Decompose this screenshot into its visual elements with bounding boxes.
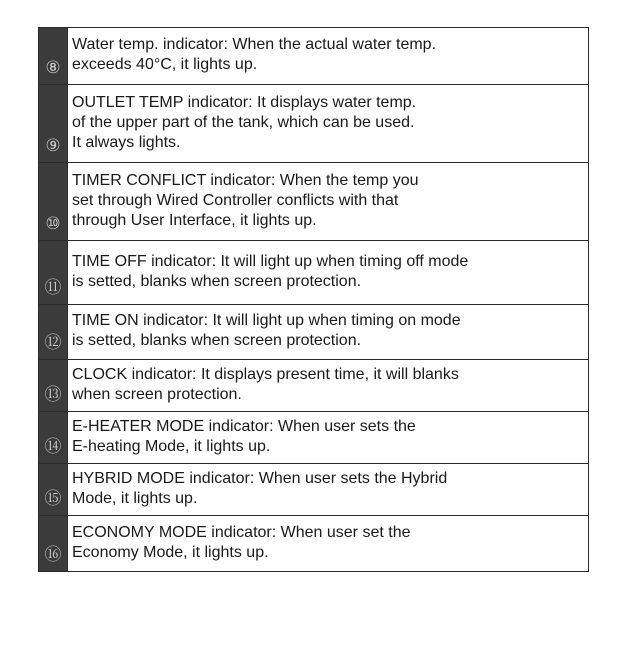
indicator-row [39, 28, 589, 85]
indicator-description-line: is setted, blanks when screen protection. [72, 272, 362, 290]
indicator-row [39, 360, 589, 412]
indicator-row [39, 85, 589, 163]
indicator-description-line: Water temp. indicator: When the actual water temp. [72, 36, 437, 53]
indicator-number-cell [39, 163, 68, 241]
indicator-description-line: It always lights. [72, 133, 181, 151]
indicator-number-cell [39, 464, 68, 516]
indicator-number-cell [39, 85, 68, 163]
indicator-description-line: TIME ON indicator: It will light up when timing on mode [72, 312, 461, 329]
indicator-description [68, 85, 589, 163]
indicator-number: ⑩ [45, 214, 61, 234]
indicator-description [68, 516, 589, 572]
indicator-table-body [39, 28, 589, 572]
indicator-number-cell [39, 305, 68, 360]
indicator-number-cell [39, 360, 68, 412]
indicator-description [68, 464, 589, 516]
indicator-number-cell [39, 28, 68, 85]
indicator-description-line: CLOCK indicator: It displays present time, it will blanks [72, 365, 459, 383]
indicator-row [39, 516, 589, 572]
indicator-description-line: when screen protection. [72, 385, 242, 403]
indicator-row [39, 305, 589, 360]
indicator-description-line: exceeds 40°C, it lights up. [72, 56, 258, 73]
indicator-description [68, 241, 589, 305]
indicator-row [39, 464, 589, 516]
indicator-number: ⑪ [44, 278, 62, 298]
indicator-description-line: HYBRID MODE indicator: When user sets the Hybrid [72, 469, 448, 487]
indicator-row [39, 241, 589, 305]
indicator-description-line: ECONOMY MODE indicator: When user set the [72, 523, 411, 541]
indicator-description-line: of the upper part of the tank, which can be used. [72, 113, 415, 131]
indicator-description-line: TIME OFF indicator: It will light up when timing off mode [72, 252, 469, 270]
indicator-table [38, 27, 589, 572]
indicator-description [68, 28, 589, 85]
indicator-description-line: is setted, blanks when screen protection. [72, 332, 362, 349]
indicator-row [39, 163, 589, 241]
indicator-description [68, 305, 589, 360]
indicator-description-line: through User Interface, it lights up. [72, 211, 317, 229]
indicator-row [39, 412, 589, 464]
indicator-description-line: OUTLET TEMP indicator: It displays water temp. [72, 93, 417, 111]
indicator-description [68, 163, 589, 241]
indicator-description-line: E-HEATER MODE indicator: When user sets the [72, 417, 416, 435]
indicator-description-line: E-heating Mode, it lights up. [72, 437, 271, 455]
indicator-number: ⑨ [45, 136, 61, 156]
indicator-number: ⑬ [44, 385, 62, 405]
indicator-number: ⑭ [44, 437, 62, 457]
indicator-number: ⑮ [44, 489, 62, 509]
indicator-description [68, 360, 589, 412]
indicator-description-line: set through Wired Controller conflicts with that [72, 191, 399, 209]
indicator-number: ⑧ [45, 58, 61, 78]
indicator-description-line: Economy Mode, it lights up. [72, 543, 269, 561]
indicator-description [68, 412, 589, 464]
indicator-number-cell [39, 412, 68, 464]
indicator-description-line: TIMER CONFLICT indicator: When the temp you [72, 171, 419, 189]
indicator-number-cell [39, 241, 68, 305]
indicator-description-line: Mode, it lights up. [72, 489, 198, 507]
indicator-number: ⑯ [44, 545, 62, 565]
indicator-number-cell [39, 516, 68, 572]
indicator-number: ⑫ [44, 333, 62, 353]
